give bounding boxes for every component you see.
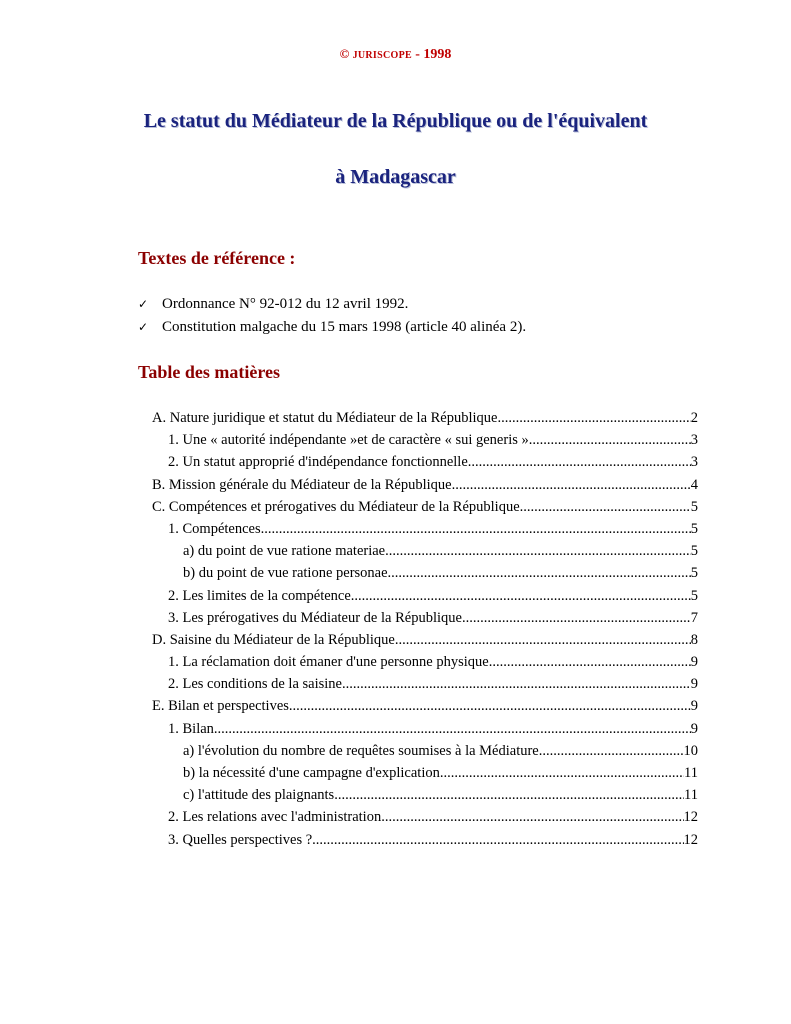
reference-text: Constitution malgache du 15 mars 1998 (article 40 alinéa 2). (162, 319, 527, 335)
toc-page-number: 8 (690, 631, 698, 648)
toc-leader-dots (214, 718, 691, 740)
toc-leader-dots (342, 673, 691, 695)
toc-heading: Table des matières (138, 362, 280, 382)
checkmark-icon: ✓ (138, 320, 149, 334)
toc-entry-label: D. Saisine du Médiateur de la République (152, 631, 395, 648)
toc-page-number: 3 (690, 432, 698, 449)
toc-page-number: 12 (683, 809, 698, 826)
toc-entry[interactable] (152, 629, 698, 651)
references-list (138, 293, 526, 339)
reference-text: Ordonnance N° 92-012 du 12 avril 1992. (162, 296, 409, 312)
toc-leader-dots (334, 784, 684, 806)
toc-leader-dots (529, 429, 691, 451)
toc-entry-label: c) l'attitude des plaignants (183, 787, 335, 804)
toc-entry[interactable] (152, 607, 698, 629)
toc-entry[interactable] (152, 540, 698, 562)
toc-leader-dots (261, 518, 691, 540)
toc-page-number: 3 (690, 454, 698, 471)
toc-entry[interactable] (152, 695, 698, 717)
toc-leader-dots (312, 829, 683, 851)
toc-leader-dots (351, 585, 691, 607)
toc-leader-dots (388, 562, 691, 584)
toc-leader-dots (468, 451, 691, 473)
toc-page-number: 11 (684, 787, 698, 804)
toc-entry-label: a) du point de vue ratione materiae (183, 543, 386, 560)
toc-entry-label: C. Compétences et prérogatives du Médiateur de la République (152, 498, 520, 515)
toc-leader-dots (289, 695, 691, 717)
toc-entry[interactable] (152, 784, 698, 806)
toc-entry[interactable] (152, 429, 698, 451)
reference-item (138, 293, 526, 316)
toc-page-number: 10 (683, 742, 698, 759)
publisher-name: JURISCOPE (352, 50, 412, 61)
toc-page-number: 9 (690, 698, 698, 715)
toc-entry-label: 2. Un statut approprié d'indépendance fonctionnelle (168, 454, 468, 471)
toc-entry[interactable] (152, 829, 698, 851)
toc-leader-dots (489, 651, 691, 673)
toc-page-number: 5 (690, 565, 698, 582)
toc-entry[interactable] (152, 718, 698, 740)
toc-entry-label: 1. Compétences (168, 520, 261, 537)
toc-page-number: 9 (690, 720, 698, 737)
toc-entry-label: B. Mission générale du Médiateur de la République (152, 476, 452, 493)
toc-entry-label: 2. Les conditions de la saisine (168, 676, 342, 693)
references-heading: Textes de référence : (138, 248, 296, 268)
toc-leader-dots (498, 407, 691, 429)
toc-page-number: 5 (690, 498, 698, 515)
checkmark-icon: ✓ (138, 297, 149, 311)
toc-entry[interactable] (152, 762, 698, 784)
document-title-line-2: à Madagascar (335, 166, 456, 188)
toc-entry[interactable] (152, 651, 698, 673)
toc-leader-dots (385, 540, 691, 562)
toc-entry[interactable] (152, 806, 698, 828)
toc-page-number: 4 (690, 476, 698, 493)
toc-entry[interactable] (152, 496, 698, 518)
toc-page-number: 9 (690, 654, 698, 671)
toc-entry-label: b) la nécessité d'une campagne d'explication (183, 765, 440, 781)
toc-leader-dots (381, 806, 683, 828)
toc-page-number: 5 (690, 543, 698, 560)
toc-leader-dots (462, 607, 691, 629)
toc-entry-label: 3. Les prérogatives du Médiateur de la République (168, 609, 462, 626)
toc-leader-dots (440, 762, 684, 784)
reference-item (138, 316, 526, 339)
toc-entry-label: 3. Quelles perspectives ? (168, 831, 313, 848)
toc-entry[interactable] (152, 474, 698, 496)
toc-entry[interactable] (152, 451, 698, 473)
toc-entry-label: 1. La réclamation doit émaner d'une personne physique (168, 654, 489, 671)
toc-entry[interactable] (152, 673, 698, 695)
toc-entry-label: A. Nature juridique et statut du Médiateur de la République (152, 410, 498, 426)
toc-entry[interactable] (152, 518, 698, 540)
toc-leader-dots (539, 740, 684, 762)
toc-entry-label: E. Bilan et perspectives (152, 698, 289, 715)
publication-year: - 1998 (415, 47, 452, 62)
document-title-line-1: Le statut du Médiateur de la République ou de l'équivalent (143, 110, 648, 132)
toc-page-number: 5 (690, 587, 698, 604)
toc-entry[interactable] (152, 740, 698, 762)
toc-entry[interactable] (152, 562, 698, 584)
toc-entry-label: a) l'évolution du nombre de requêtes soumises à la Médiature (183, 742, 539, 759)
toc-page-number: 9 (690, 676, 698, 693)
toc-entry[interactable] (152, 407, 698, 429)
toc-leader-dots (520, 496, 691, 518)
toc-page-number: 5 (690, 520, 698, 537)
toc-entry[interactable] (152, 585, 698, 607)
copyright-header (0, 46, 791, 63)
toc-page-number: 7 (690, 609, 698, 626)
toc-leader-dots (452, 474, 691, 496)
toc-entry-label: 2. Les limites de la compétence (168, 587, 351, 604)
toc-page-number: 12 (683, 831, 698, 848)
toc-entry-label: 1. Bilan (168, 720, 214, 737)
toc-leader-dots (395, 629, 691, 651)
toc-entry-label: b) du point de vue ratione personae (183, 565, 388, 582)
toc-page-number: 11 (684, 765, 698, 781)
toc-entry-label: 2. Les relations avec l'administration (168, 809, 382, 826)
copyright-symbol: © (339, 46, 350, 61)
table-of-contents (152, 407, 698, 851)
toc-page-number: 2 (690, 410, 698, 426)
toc-entry-label: 1. Une « autorité indépendante »et de caractère « sui generis » (168, 432, 529, 449)
